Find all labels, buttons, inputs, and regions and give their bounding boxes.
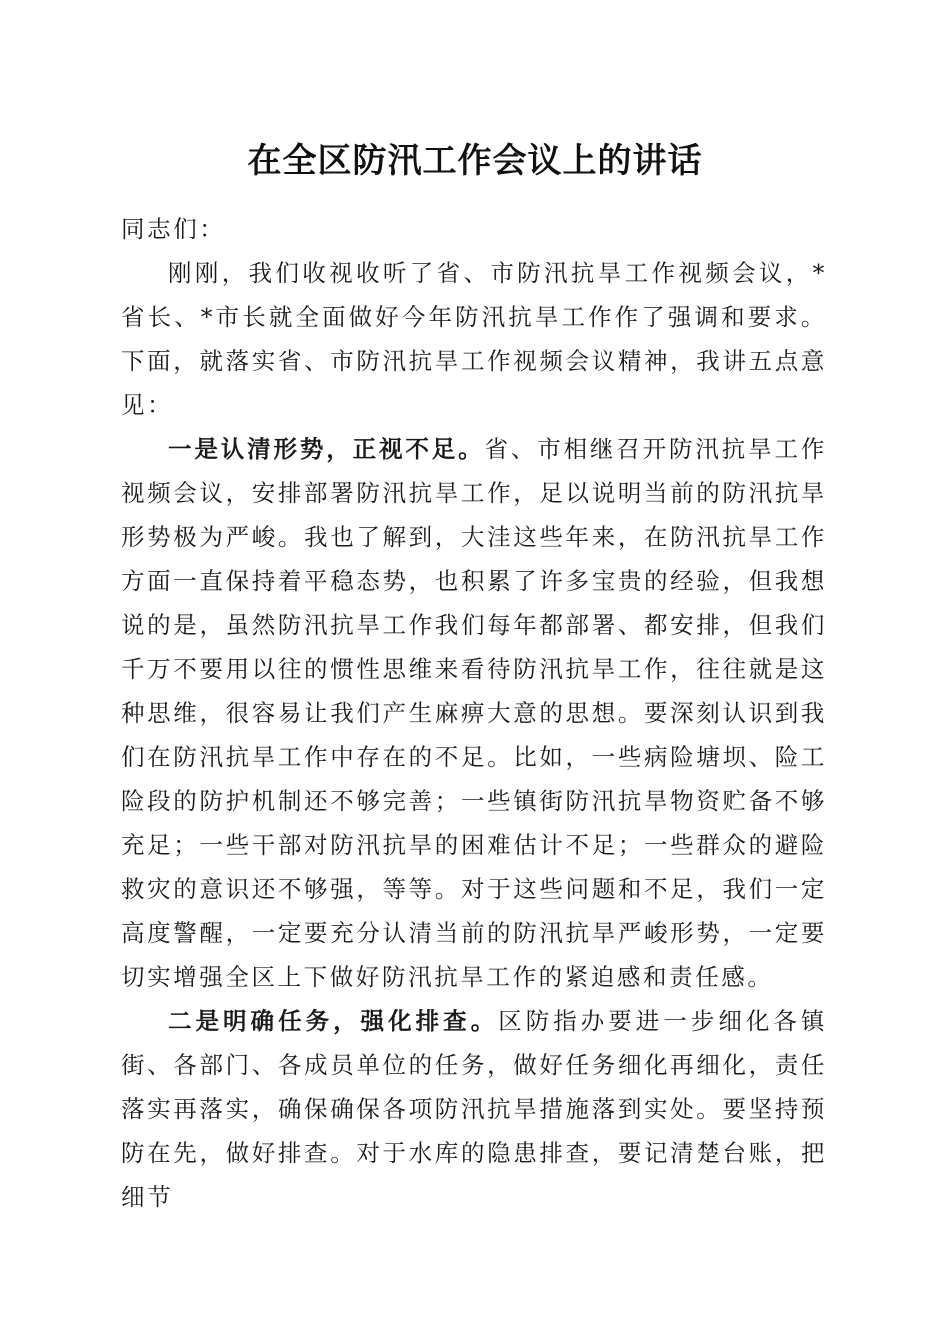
- paragraph-point-two-lead: 二是明确任务，强化排查。: [168, 1007, 499, 1035]
- salutation: 同志们：: [121, 215, 226, 243]
- document-body: [121, 207, 827, 1219]
- document-title: 在全区防汛工作会议上的讲话: [247, 141, 703, 181]
- paragraph-point-one-lead: 一是认清形势，正视不足。: [168, 435, 485, 463]
- paragraph-point-two-text: 区防指办要进一步细化各镇街、各部门、各成员单位的任务，做好任务细化再细化，责任落实再落实，确保确保各项防汛抗旱措施落到实处。要坚持预防在先，做好排查。对于水库的隐患排查，要记清楚台账，把细节: [121, 1007, 828, 1211]
- paragraph-point-one: [121, 427, 827, 999]
- paragraph-point-one-text: 省、市相继召开防汛抗旱工作视频会议，安排部署防汛抗旱工作，足以说明当前的防汛抗旱形势极为严峻。我也了解到，大洼这些年来，在防汛抗旱工作方面一直保持着平稳态势，也积累了许多宝贵的经验，但我想说的是，虽然防汛抗旱工作我们每年都部署、都安排，但我们千万不要用以往的惯性思维来看待防汛抗旱工作，往往就是这种思维，很容易让我们产生麻痹大意的思想。要深刻认识到我们在防汛抗旱工作中存在的不足。比如，一些病险塘坝、险工险段的防护机制还不够完善；一些镇街防汛抗旱物资贮备不够充足；一些干部对防汛抗旱的困难估计不足；一些群众的避险救灾的意识还不够强，等等。对于这些问题和不足，我们一定高度警醒，一定要充分认清当前的防汛抗旱严峻形势，一定要切实增强全区上下做好防汛抗旱工作的紧迫感和责任感。: [121, 435, 827, 991]
- paragraph-point-two: [121, 999, 827, 1219]
- paragraph-intro: [121, 251, 827, 427]
- paragraph-intro-text: 刚刚，我们收视收听了省、市防汛抗旱工作视频会议，*省长、*市长就全面做好今年防汛抗旱工作作了强调和要求。下面，就落实省、市防汛抗旱工作视频会议精神，我讲五点意见：: [121, 259, 827, 419]
